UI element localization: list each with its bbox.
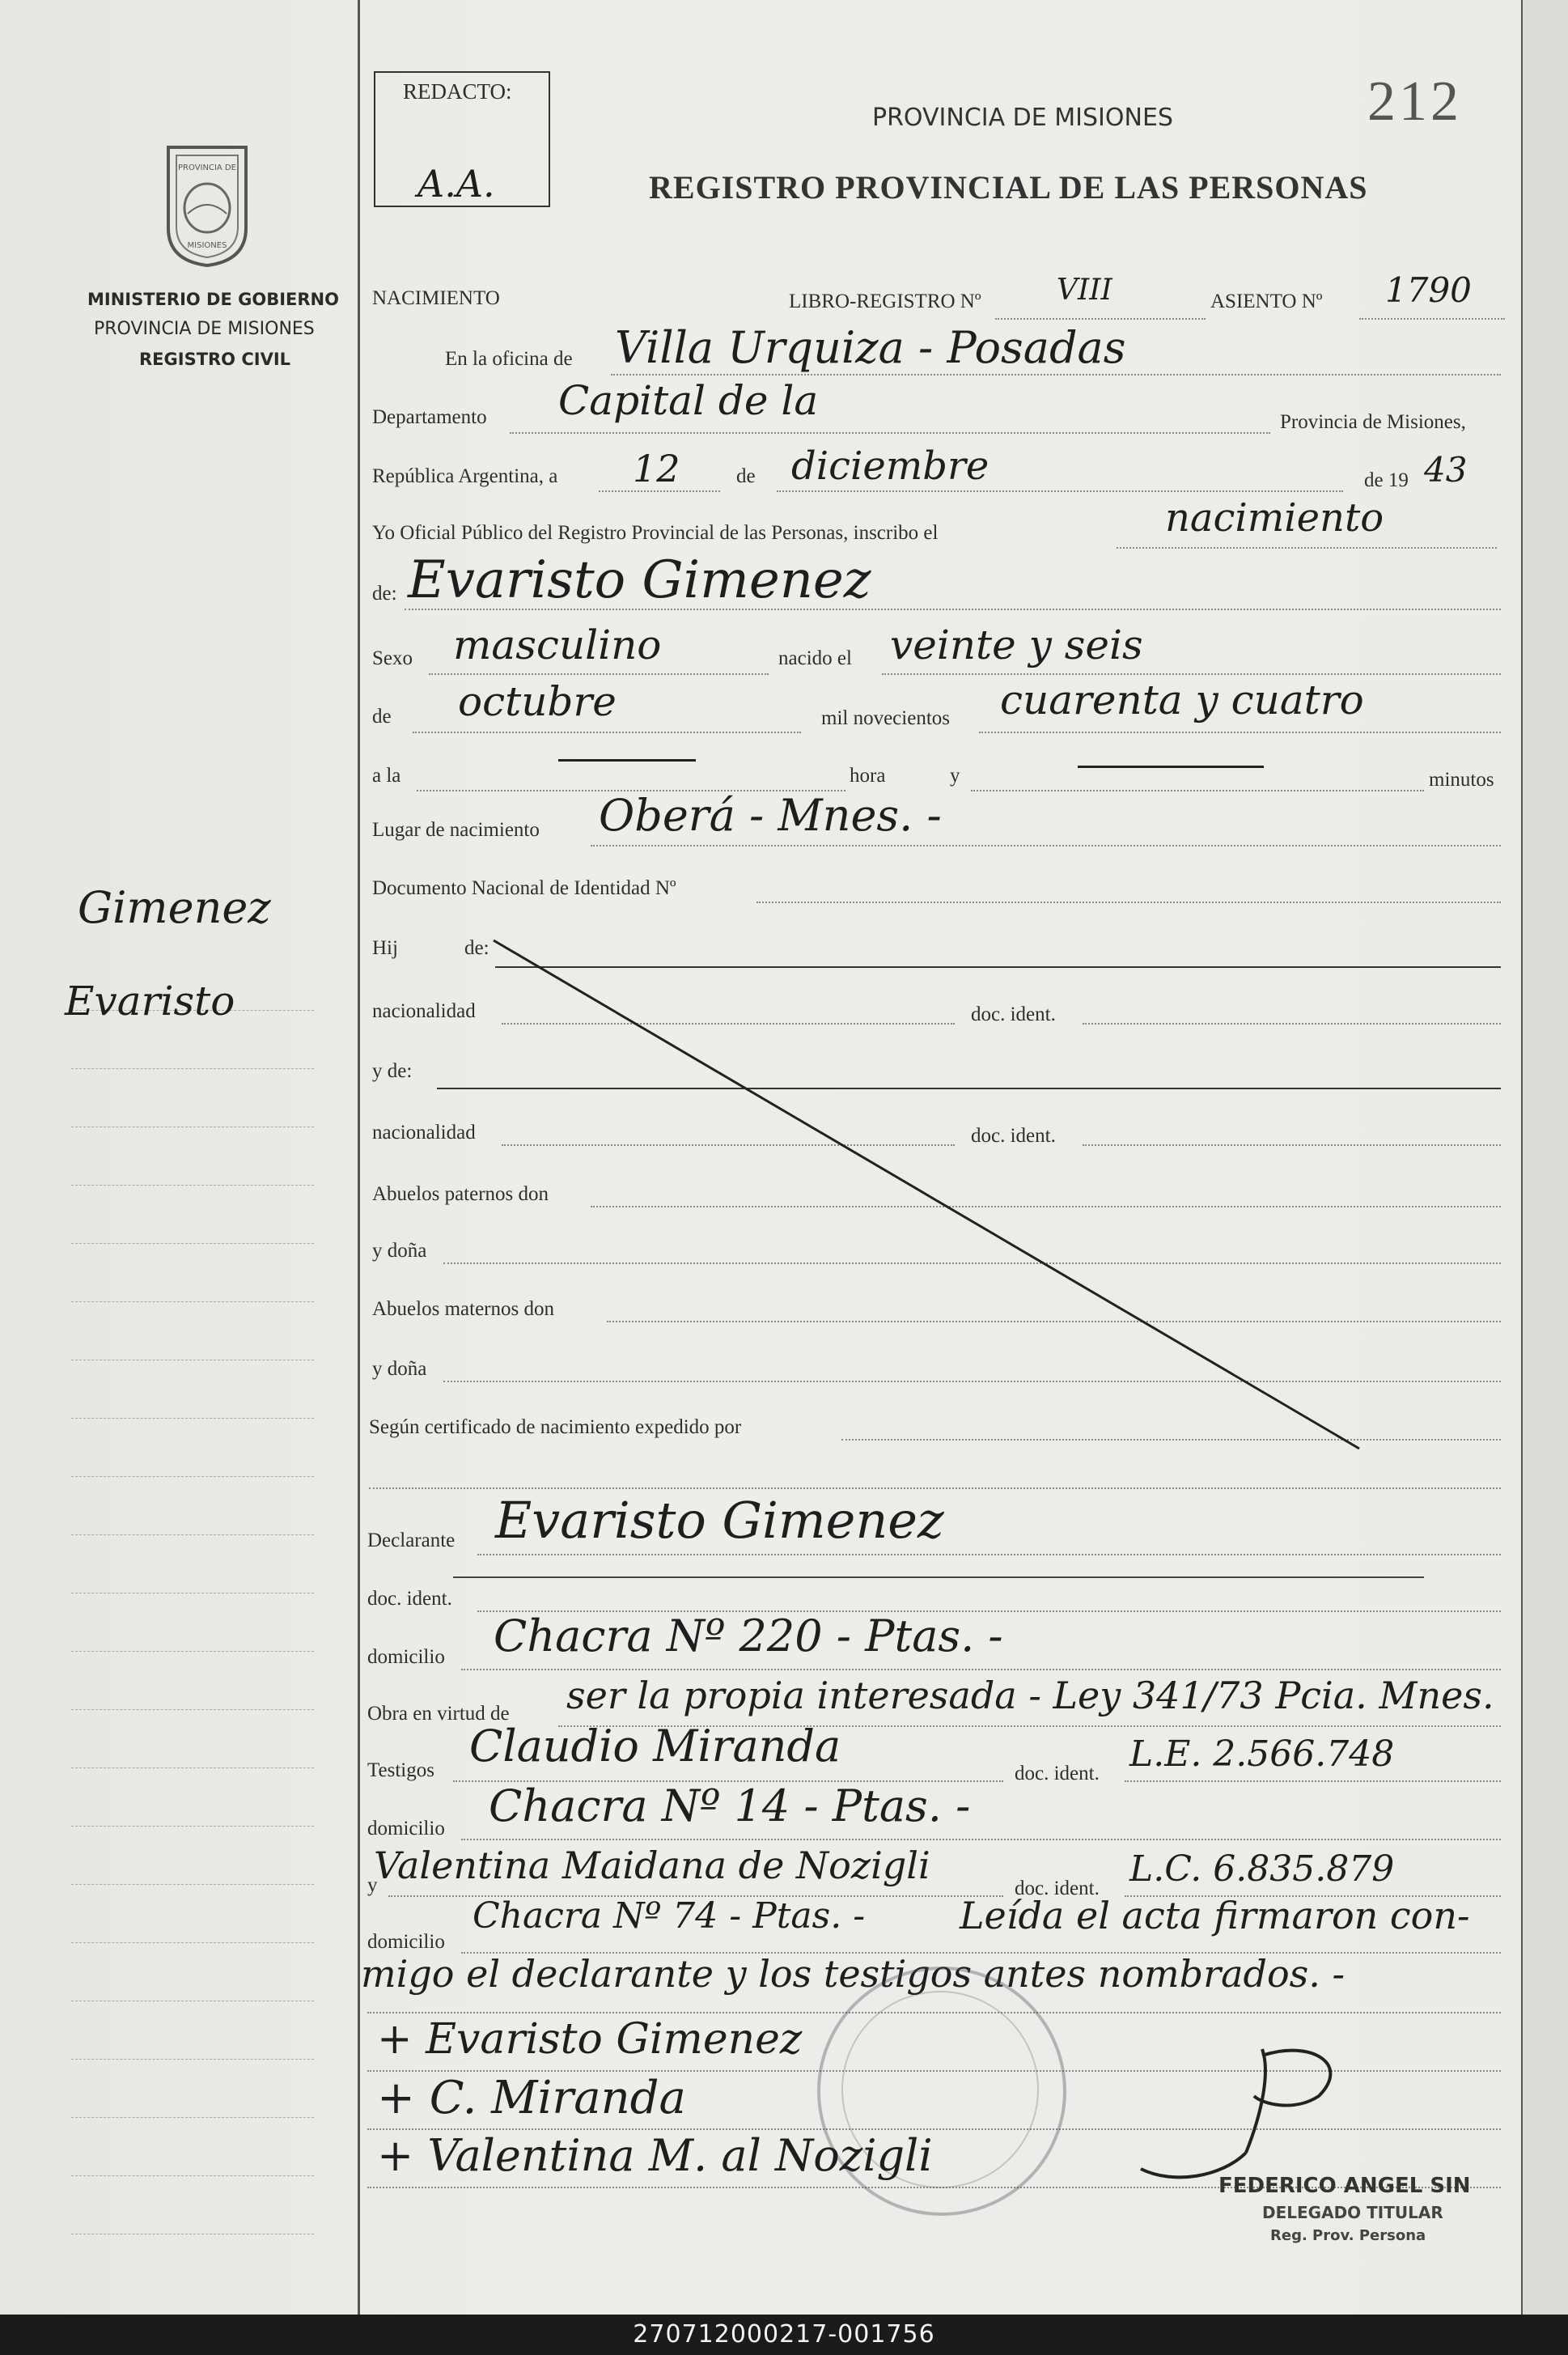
anio-nac-value: cuarenta y cuatro xyxy=(1000,677,1364,723)
docident2-label: doc. ident. xyxy=(971,1125,1056,1147)
lugar-line xyxy=(591,845,1501,847)
province-seal-icon xyxy=(152,139,262,269)
ministry-label: MINISTERIO DE GOBIERNO xyxy=(87,290,339,309)
docident5-label: doc. ident. xyxy=(1015,1878,1100,1899)
mes-nac-value: octubre xyxy=(458,678,617,725)
ydona2-label: y doña xyxy=(372,1358,427,1380)
testigos-label: Testigos xyxy=(367,1759,434,1781)
domicilio-line xyxy=(461,1669,1501,1670)
testigo1-dom: Chacra Nº 14 - Ptas. - xyxy=(489,1780,971,1831)
nacido-value: veinte y seis xyxy=(890,622,1143,668)
nacido-label: nacido el xyxy=(778,647,852,669)
asiento-line xyxy=(1359,318,1505,320)
yde-label: y de: xyxy=(372,1060,413,1082)
province-label: PROVINCIA DE MISIONES xyxy=(94,319,315,339)
official-title: DELEGADO TITULAR xyxy=(1262,2203,1443,2222)
declarante-underline xyxy=(453,1576,1424,1578)
de-label: de xyxy=(736,465,756,487)
nacido-line xyxy=(882,673,1501,675)
docident-label: doc. ident. xyxy=(971,1004,1056,1025)
testigo1-dom-line xyxy=(461,1839,1501,1840)
lugar-value: Oberá - Mnes. - xyxy=(599,790,942,841)
svg-text:PROVINCIA DE: PROVINCIA DE xyxy=(178,163,236,172)
stub-line xyxy=(71,1243,314,1244)
oficial-line xyxy=(1117,547,1497,549)
segun-label: Según certificado de nacimiento expedido por xyxy=(369,1416,742,1438)
stub-line xyxy=(71,1709,314,1710)
domicilio-value: Chacra Nº 220 - Ptas. - xyxy=(494,1610,1003,1661)
segun-line-2 xyxy=(369,1487,1501,1489)
declarante-line xyxy=(477,1554,1501,1555)
svg-text:MISIONES: MISIONES xyxy=(187,241,227,250)
sexo-value: masculino xyxy=(453,622,662,668)
de3-label: de xyxy=(372,706,392,728)
provincia-label: Provincia de Misiones, xyxy=(1280,411,1466,433)
anio-label: de 19 xyxy=(1364,469,1409,491)
image-caption: 270712000217-001756 xyxy=(0,2315,1568,2355)
obra-label: Obra en virtud de xyxy=(367,1703,510,1725)
oficina-value: Villa Urquiza - Posadas xyxy=(615,322,1126,373)
anio-value: 43 xyxy=(1424,450,1468,490)
mes-value: diciembre xyxy=(791,443,990,489)
page-number: 212 xyxy=(1367,70,1462,133)
minutos-dash xyxy=(1078,766,1264,768)
domicilio-label: domicilio xyxy=(367,1646,445,1668)
stub-line xyxy=(71,2175,314,2176)
registry-label: REGISTRO CIVIL xyxy=(139,350,291,369)
oficina-label: En la oficina de xyxy=(445,348,573,370)
margin-divider xyxy=(358,0,360,2315)
documento-line xyxy=(756,902,1501,903)
anio-nac-line xyxy=(979,732,1501,733)
registry-title: REGISTRO PROVINCIAL DE LAS PERSONAS xyxy=(649,169,1368,206)
stub-line xyxy=(71,1476,314,1477)
departamento-line xyxy=(510,432,1270,434)
abuelos-mat-label: Abuelos maternos don xyxy=(372,1298,554,1320)
oficial-value: nacimiento xyxy=(1165,495,1384,541)
lugar-label: Lugar de nacimiento xyxy=(372,819,540,841)
libro-value: VIII xyxy=(1057,274,1112,307)
redacto-label: REDACTO: xyxy=(403,79,512,104)
y2-label: y xyxy=(367,1874,378,1896)
testigo2-value: Valentina Maidana de Nozigli xyxy=(374,1844,930,1887)
stub-line xyxy=(71,2059,314,2060)
ydona-label: y doña xyxy=(372,1240,427,1262)
declarante-value: Evaristo Gimenez xyxy=(495,1491,944,1550)
ala-label: a la xyxy=(372,765,401,787)
departamento-value: Capital de la xyxy=(558,377,819,424)
stub-line xyxy=(71,1418,314,1419)
mil-label: mil novecientos xyxy=(821,707,950,729)
leida-value: Leída el acta firmaron con- xyxy=(960,1894,1470,1937)
stub-line xyxy=(71,1767,314,1768)
nacionalidad2-label: nacionalidad xyxy=(372,1122,476,1144)
asiento-label: ASIENTO Nº xyxy=(1210,291,1323,312)
stub-line xyxy=(71,1301,314,1302)
nombre-value: Evaristo Gimenez xyxy=(408,550,871,610)
redacto-value: A.A. xyxy=(417,162,495,206)
signature-testigo2: + Valentina M. al Nozigli xyxy=(377,2130,933,2181)
hora-dash xyxy=(558,759,696,762)
minutos-line xyxy=(971,790,1424,791)
domicilio3-label: domicilio xyxy=(367,1931,445,1953)
testigo1-value: Claudio Miranda xyxy=(469,1721,841,1772)
republica-label: República Argentina, a xyxy=(372,465,558,487)
stub-line xyxy=(71,1826,314,1827)
page-edge xyxy=(1521,0,1568,2315)
hij-label: Hij xyxy=(372,937,398,959)
dia-value: 12 xyxy=(633,447,680,490)
dia-line xyxy=(599,490,720,492)
stub-line xyxy=(71,1651,314,1652)
official-org: Reg. Prov. Persona xyxy=(1270,2227,1426,2244)
hora-label: hora xyxy=(850,765,886,787)
de2-label: de: xyxy=(372,583,397,605)
official-name: FEDERICO ANGEL SIN xyxy=(1218,2174,1471,2198)
sexo-label: Sexo xyxy=(372,647,413,669)
testigo1-doc-line xyxy=(1125,1780,1501,1782)
stub-line xyxy=(71,1185,314,1186)
nacimiento-label: NACIMIENTO xyxy=(372,287,500,309)
minutos-label: minutos xyxy=(1429,769,1494,791)
testigo2-dom: Chacra Nº 74 - Ptas. - xyxy=(473,1895,866,1937)
stub-line xyxy=(71,2117,314,2118)
testigo2-doc: L.C. 6.835.879 xyxy=(1129,1848,1395,1890)
sexo-line xyxy=(429,673,769,675)
cancel-diagonal xyxy=(485,931,1375,1457)
asiento-value: 1790 xyxy=(1385,270,1472,310)
libro-line xyxy=(995,318,1206,320)
stub-line xyxy=(71,1534,314,1535)
margin-note-name: Evaristo xyxy=(65,978,235,1025)
docident4-label: doc. ident. xyxy=(1015,1763,1100,1784)
departamento-label: Departamento xyxy=(372,406,487,428)
obra-value: ser la propia interesada - Ley 341/73 Pcia. Mnes. xyxy=(566,1674,1494,1717)
stub-line xyxy=(71,1942,314,1943)
redacto-box xyxy=(374,71,550,207)
domicilio2-label: domicilio xyxy=(367,1818,445,1839)
signature-testigo1: + C. Miranda xyxy=(377,2072,686,2124)
signature-declarante: + Evaristo Gimenez xyxy=(377,2015,803,2064)
declarante-label: Declarante xyxy=(367,1530,456,1551)
testigo1-doc: L.E. 2.566.748 xyxy=(1129,1733,1395,1775)
oficina-line xyxy=(611,374,1501,376)
mes-line xyxy=(777,490,1343,492)
oficial-label: Yo Oficial Público del Registro Provincial de las Personas, inscribo el xyxy=(372,522,939,544)
abuelos-pat-label: Abuelos paternos don xyxy=(372,1183,549,1205)
province-title: PROVINCIA DE MISIONES xyxy=(872,104,1173,132)
closing-value: migo el declarante y los testigos antes nombrados. - xyxy=(361,1952,1346,1996)
mes-nac-line xyxy=(413,732,801,733)
nacionalidad-label: nacionalidad xyxy=(372,1000,476,1022)
margin-note-surname: Gimenez xyxy=(78,882,271,933)
hij-de-label: de: xyxy=(464,937,489,959)
stub-line xyxy=(71,1068,314,1069)
y-label: y xyxy=(950,765,960,787)
documento-label: Documento Nacional de Identidad Nº xyxy=(372,877,676,899)
libro-label: LIBRO-REGISTRO Nº xyxy=(789,291,981,312)
stub-line xyxy=(71,1884,314,1885)
docident3-label: doc. ident. xyxy=(367,1588,452,1610)
